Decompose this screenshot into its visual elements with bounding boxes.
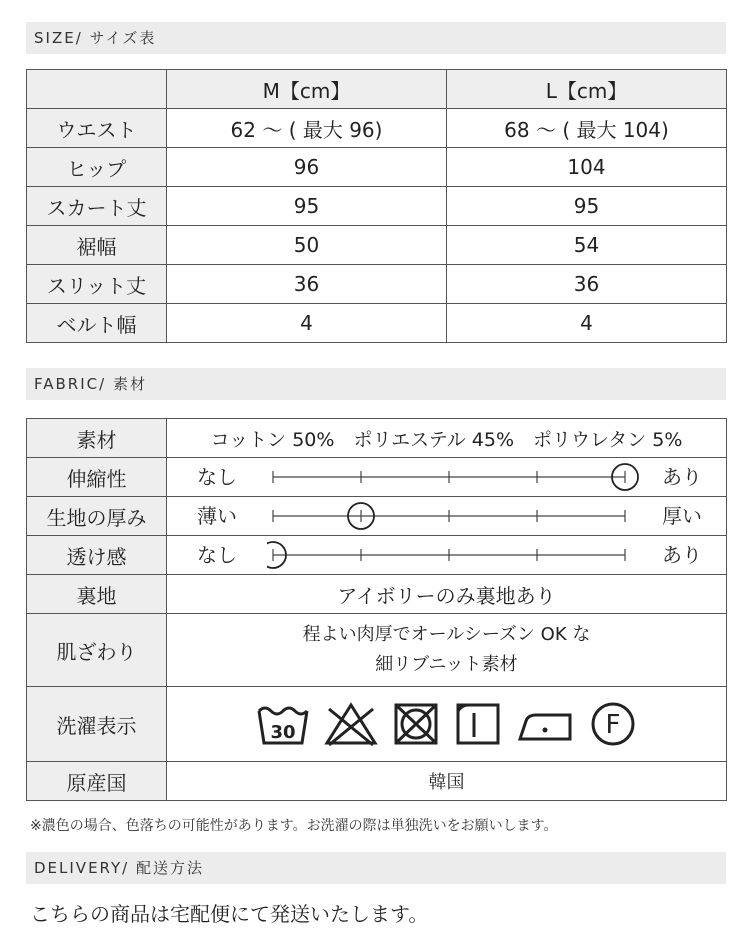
wash-label: 洗濯表示 <box>27 687 167 762</box>
lining-value: アイボリーのみ裏地あり <box>167 575 727 614</box>
thickness-label: 生地の厚み <box>27 497 167 536</box>
table-row <box>27 187 727 226</box>
feel-label: 肌ざわり <box>27 614 167 687</box>
table-row <box>27 70 727 109</box>
stretch-scale-graphic <box>267 458 647 496</box>
row-label: スリット丈 <box>27 265 167 304</box>
thickness-scale <box>167 497 726 535</box>
wash-icons <box>167 687 727 762</box>
delivery-text: こちらの商品は宅配便にて発送いたします。 <box>30 902 429 926</box>
table-row <box>27 109 727 148</box>
wash-note: ※濃色の場合、色落ちの可能性があります。お洗濯の際は単独洗いをお願いします。 <box>30 818 558 834</box>
table-row <box>27 226 727 265</box>
table-row <box>27 148 727 187</box>
table-row <box>27 419 727 458</box>
table-row <box>27 762 727 801</box>
table-row <box>27 265 727 304</box>
scale-right-label: 厚い <box>662 504 702 528</box>
stretch-scale <box>167 458 726 496</box>
table-row <box>27 687 727 762</box>
corner-cell <box>27 70 167 109</box>
wash-temp: 30 <box>269 722 296 743</box>
table-row <box>27 458 727 497</box>
iron-low-icon <box>516 701 574 747</box>
dryclean-letter: F <box>605 710 620 740</box>
scale-left-label: なし <box>197 465 237 489</box>
size-heading: SIZE/ サイズ表 <box>26 22 726 54</box>
cell-l: 4 <box>447 304 727 343</box>
scale-left-label: なし <box>197 543 237 567</box>
row-label: スカート丈 <box>27 187 167 226</box>
row-label: ウエスト <box>27 109 167 148</box>
no-tumble-dry-icon <box>392 701 440 747</box>
scale-right-label: あり <box>662 543 702 567</box>
material-value: コットン 50% ポリエステル 45% ポリウレタン 5% <box>167 419 727 458</box>
cell-m: 4 <box>167 304 447 343</box>
cell-l: 68 〜 ( 最大 104) <box>447 109 727 148</box>
column-header-l: L【cm】 <box>447 70 727 109</box>
cell-l: 54 <box>447 226 727 265</box>
feel-line-1: 程よい肉厚でオールシーズン OK な <box>302 624 591 645</box>
sheer-scale-graphic <box>267 536 647 574</box>
cell-l: 36 <box>447 265 727 304</box>
dry-clean-f-icon <box>588 701 638 747</box>
cell-m: 62 〜 ( 最大 96) <box>167 109 447 148</box>
cell-l: 95 <box>447 187 727 226</box>
origin-label: 原産国 <box>27 762 167 801</box>
material-label: 素材 <box>27 419 167 458</box>
cell-m: 96 <box>167 148 447 187</box>
origin-value: 韓国 <box>167 762 727 801</box>
line-dry-icon <box>454 701 502 747</box>
scale-left-label: 薄い <box>197 504 237 528</box>
row-label: 裾幅 <box>27 226 167 265</box>
cell-m: 36 <box>167 265 447 304</box>
column-header-m: M【cm】 <box>167 70 447 109</box>
table-row <box>27 575 727 614</box>
table-row <box>27 304 727 343</box>
fabric-table <box>26 418 727 801</box>
cell-m: 95 <box>167 187 447 226</box>
no-bleach-icon <box>324 701 378 747</box>
delivery-heading: DELIVERY/ 配送方法 <box>26 852 726 884</box>
feel-line-2: 細リブニット素材 <box>375 654 518 675</box>
cell-m: 50 <box>167 226 447 265</box>
sheer-scale <box>167 536 726 574</box>
thickness-scale-graphic <box>267 497 647 535</box>
fabric-heading: FABRIC/ 素材 <box>26 368 726 400</box>
table-row <box>27 536 727 575</box>
row-label: ヒップ <box>27 148 167 187</box>
sheer-label: 透け感 <box>27 536 167 575</box>
scale-right-label: あり <box>662 465 702 489</box>
table-row <box>27 497 727 536</box>
table-row <box>27 614 727 687</box>
lining-label: 裏地 <box>27 575 167 614</box>
row-label: ベルト幅 <box>27 304 167 343</box>
size-table <box>26 69 727 343</box>
cell-l: 104 <box>447 148 727 187</box>
stretch-label: 伸縮性 <box>27 458 167 497</box>
feel-value <box>167 614 727 687</box>
wash-30-icon <box>256 701 310 747</box>
